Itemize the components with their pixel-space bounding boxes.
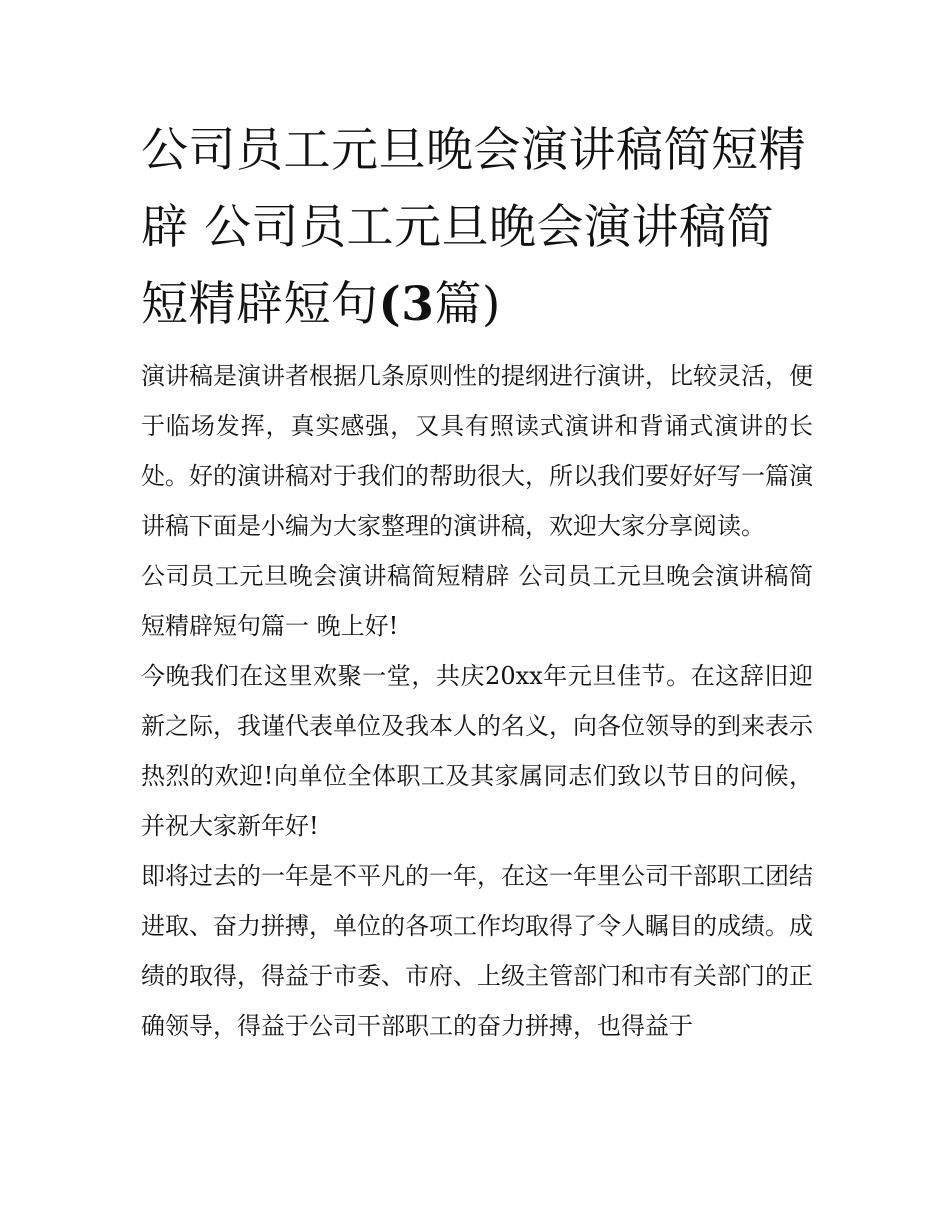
document-body	[141, 112, 813, 1051]
paragraph-welcome: 今晚我们在这里欢聚一堂，共庆20xx年元旦佳节。在这辞旧迎新之际，我谨代表单位及我本人的名义，向各位领导的到来表示热烈的欢迎!向单位全体职工及其家属同志们致以节日的问候，并祝大家新年好!	[141, 662, 813, 840]
paragraph-heading-greeting: 公司员工元旦晚会演讲稿简短精辟 公司员工元旦晚会演讲稿简短精辟短句篇一 晚上好!	[141, 562, 813, 640]
paragraph-intro: 演讲稿是演讲者根据几条原则性的提纲进行演讲，比较灵活，便于临场发挥，真实感强，又具有照读式演讲和背诵式演讲的长处。好的演讲稿对于我们的帮助很大，所以我们要好好写一篇演讲稿下面是小编为大家整理的演讲稿，欢迎大家分享阅读。	[141, 362, 813, 540]
paragraph-review: 即将过去的一年是不平凡的一年，在这一年里公司干部职工团结进取、奋力拼搏，单位的各项工作均取得了令人瞩目的成绩。成绩的取得，得益于市委、市府、上级主管部门和市有关部门的正确领导，得益于公司干部职工的奋力拼搏，也得益于	[141, 862, 813, 1040]
title-count-suffix: 篇)	[434, 277, 501, 332]
title-count: (3	[378, 277, 435, 332]
document-title	[141, 112, 813, 343]
title-text: 公司员工元旦晚会演讲稿简短精辟 公司员工元旦晚会演讲稿简短精辟短句	[141, 123, 806, 332]
